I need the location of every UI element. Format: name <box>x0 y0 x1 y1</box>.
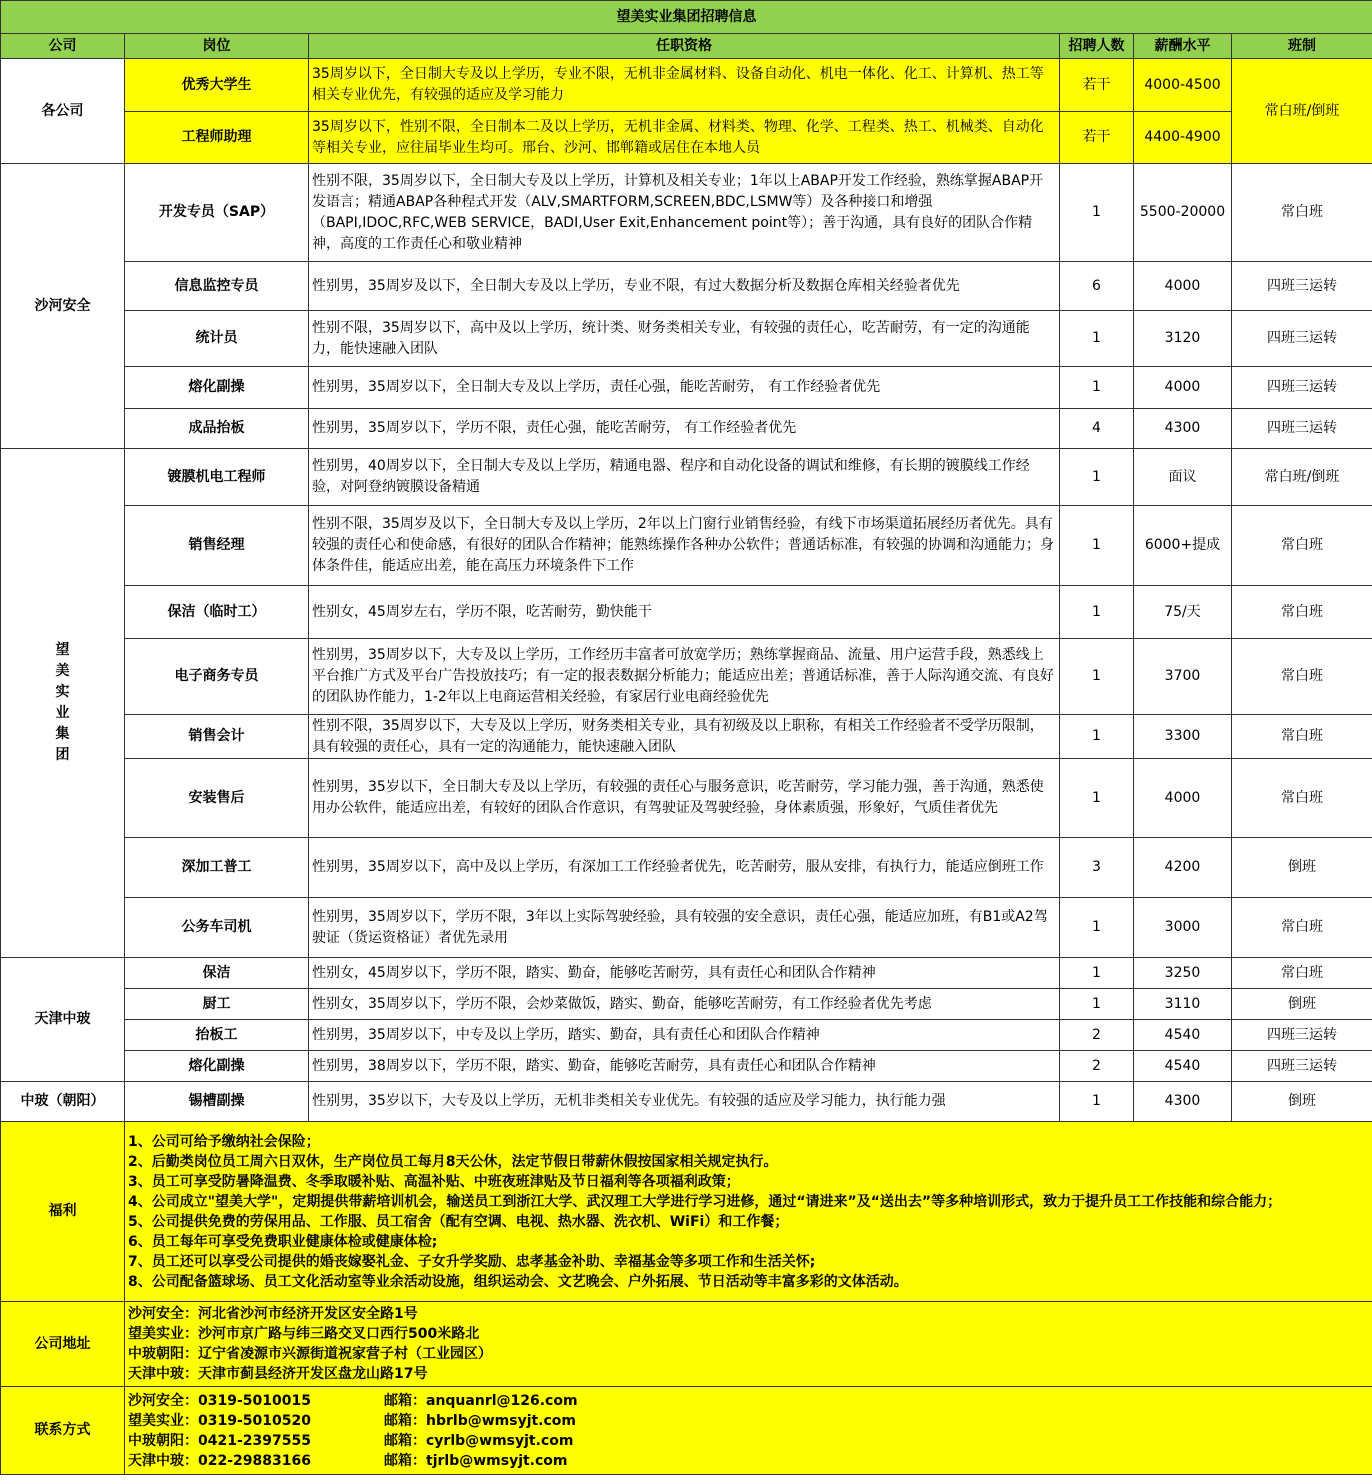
salary-cell: 4000-4500 <box>1134 59 1232 112</box>
benefit-item: 7、员工还可以享受公司提供的婚丧嫁娶礼金、子女升学奖励、忠孝基金补助、幸福基金等多项工作和生活关怀; <box>128 1253 816 1270</box>
contact-line <box>128 1451 1369 1471</box>
headcount-cell: 4 <box>1060 409 1134 449</box>
shift-cell: 四班三运转 <box>1232 409 1372 449</box>
address-item: 中玻朝阳：辽宁省凌源市兴源街道祝家营子村（工业园区） <box>128 1346 492 1362</box>
requirements-cell: 性别女，45周岁左右，学历不限，吃苦耐劳，勤快能干 <box>309 586 1060 639</box>
table-row <box>1 1051 1372 1082</box>
table-row <box>1 838 1372 898</box>
table-row <box>1 715 1372 759</box>
shift-cell: 倒班 <box>1232 838 1372 898</box>
salary-cell: 3700 <box>1134 639 1232 715</box>
salary-cell: 3300 <box>1134 715 1232 759</box>
requirements-cell: 性别女，45周岁以下，学历不限，踏实、勤奋，能够吃苦耐劳，具有责任心和团队合作精神 <box>309 958 1060 989</box>
table-row <box>1 506 1372 586</box>
salary-cell: 75/天 <box>1134 586 1232 639</box>
headcount-cell: 1 <box>1060 639 1134 715</box>
header-shift: 班制 <box>1232 34 1372 59</box>
position-cell: 成品抬板 <box>125 409 309 449</box>
shift-cell: 常白班 <box>1232 506 1372 586</box>
company-vertical-label: 望美实业集团 <box>55 642 70 763</box>
headcount-cell: 3 <box>1060 838 1134 898</box>
position-cell: 开发专员（SAP） <box>125 164 309 262</box>
address-item: 天津中玻：天津市蓟县经济开发区盘龙山路17号 <box>128 1366 428 1382</box>
company-cell: 各公司 <box>1 59 125 164</box>
address-item: 沙河安全：河北省沙河市经济开发区安全路1号 <box>128 1306 418 1322</box>
headcount-cell: 2 <box>1060 1051 1134 1082</box>
header-salary: 薪酬水平 <box>1134 34 1232 59</box>
requirements-cell: 性别男，38周岁以下，学历不限，踏实、勤奋，能够吃苦耐劳，具有责任心和团队合作精神 <box>309 1051 1060 1082</box>
table-row <box>1 449 1372 506</box>
address-label: 公司地址 <box>1 1302 125 1387</box>
contact-phone: 中玻朝阳：0421-2397555 <box>128 1432 311 1449</box>
salary-cell: 4000 <box>1134 759 1232 838</box>
requirements-cell: 性别男，35岁以下，全日制大专及以上学历，有较强的责任心与服务意识，吃苦耐劳，学习能力强，善于沟通，熟悉使用办公软件，能适应出差，有较好的团队合作意识，有驾驶证及驾驶经验，身体素质强，形象好，气质佳者优先 <box>309 759 1060 838</box>
requirements-cell: 性别男，35周岁以下，学历不限，3年以上实际驾驶经验，具有较强的安全意识，责任心强，能适应加班，有B1或A2驾驶证（货运资格证）者优先录用 <box>309 898 1060 958</box>
benefits-label: 福利 <box>1 1122 125 1302</box>
requirements-cell: 性别男，35周岁以下，大专及以上学历，工作经历丰富者可放宽学历；熟练掌握商品、流量、用户运营手段，熟悉线上平台推广方式及平台广告投放技巧；有一定的报表数据分析能力；能适应出差；普通话标准，善于人际沟通交流、有良好的团队协作能力，1-2年以上电商运营相关经验，有家居行业电商经验优先 <box>309 639 1060 715</box>
shift-cell: 四班三运转 <box>1232 262 1372 311</box>
requirements-cell: 性别不限，35周岁及以下，全日制大专及以上学历，2年以上门窗行业销售经验，有线下市场渠道拓展经历者优先。具有较强的责任心和使命感，有很好的团队合作精神；能熟练操作各种办公软件；普通话标准，有较强的协调和沟通能力；身体条件佳，能适应出差，能在高压力环境条件下工作 <box>309 506 1060 586</box>
position-cell: 厨工 <box>125 989 309 1020</box>
requirements-cell: 性别男，35周岁及以下，全日制大专及以上学历，专业不限，有过大数据分析及数据仓库相关经验者优先 <box>309 262 1060 311</box>
contact-label: 联系方式 <box>1 1387 125 1475</box>
company-cell: 沙河安全 <box>1 164 125 449</box>
shift-cell: 四班三运转 <box>1232 1020 1372 1051</box>
shift-cell: 常白班 <box>1232 759 1372 838</box>
shift-cell: 常白班 <box>1232 898 1372 958</box>
table-row <box>1 367 1372 409</box>
shift-cell: 四班三运转 <box>1232 367 1372 409</box>
salary-cell: 5500-20000 <box>1134 164 1232 262</box>
benefit-item: 8、公司配备篮球场、员工文化活动室等业余活动设施，组织运动会、文艺晚会、户外拓展、节日活动等丰富多彩的文体活动。 <box>128 1273 908 1290</box>
contact-row <box>1 1387 1372 1475</box>
table-row <box>1 1082 1372 1122</box>
requirements-cell: 性别男，35周岁以下，高中及以上学历，有深加工工作经验者优先，吃苦耐劳，服从安排，有执行力，能适应倒班工作 <box>309 838 1060 898</box>
requirements-cell: 性别不限，35周岁以下，大专及以上学历，财务类相关专业，具有初级及以上职称，有相关工作经验者不受学历限制，具有较强的责任心，具有一定的沟通能力，能快速融入团队 <box>309 715 1060 759</box>
requirements-cell: 性别男，35岁以下，大专及以上学历，无机非类相关专业优先。有较强的适应及学习能力，执行能力强 <box>309 1082 1060 1122</box>
requirements-cell: 性别男，35周岁以下，学历不限，责任心强，能吃苦耐劳， 有工作经验者优先 <box>309 409 1060 449</box>
position-cell: 锡槽副操 <box>125 1082 309 1122</box>
position-cell: 抬板工 <box>125 1020 309 1051</box>
benefits-content <box>125 1122 1372 1302</box>
table-row <box>1 311 1372 367</box>
headcount-cell: 1 <box>1060 367 1134 409</box>
header-company: 公司 <box>1 34 125 59</box>
headcount-cell: 1 <box>1060 898 1134 958</box>
salary-cell: 4540 <box>1134 1020 1232 1051</box>
position-cell: 熔化副操 <box>125 1051 309 1082</box>
address-row <box>1 1302 1372 1387</box>
headcount-cell: 6 <box>1060 262 1134 311</box>
table-row <box>1 989 1372 1020</box>
header-headcount: 招聘人数 <box>1060 34 1134 59</box>
salary-cell: 4540 <box>1134 1051 1232 1082</box>
table-row <box>1 639 1372 715</box>
position-cell: 保洁 <box>125 958 309 989</box>
shift-cell: 常白班/倒班 <box>1232 59 1372 164</box>
headcount-cell: 1 <box>1060 715 1134 759</box>
benefit-item: 4、公司成立"望美大学"，定期提供带薪培训机会，输送员工到浙江大学、武汉理工大学进行学习进修，通过“请进来”及“送出去”等多种培训形式，致力于提升员工工作技能和综合能力； <box>128 1193 1282 1210</box>
position-cell: 统计员 <box>125 311 309 367</box>
table-row <box>1 59 1372 112</box>
table-row <box>1 759 1372 838</box>
headcount-cell: 1 <box>1060 506 1134 586</box>
requirements-cell: 性别不限，35周岁以下，全日制大专及以上学历，计算机及相关专业；1年以上ABAP开发工作经验，熟练掌握ABAP开发语言；精通ABAP各种程式开发（ALV,SMARTFORM,SCREEN,BDC,LSMW等）及各种接口和增强（BAPI,IDOC,RFC,WEB SERVICE，BADI,User Exit,Enhancement point等）；善于沟通，具有良好的团队合作精神，高度的工作责任心和敬业精神 <box>309 164 1060 262</box>
table-row <box>1 262 1372 311</box>
headcount-cell: 1 <box>1060 989 1134 1020</box>
benefit-item: 3、员工可享受防暑降温费、冬季取暖补贴、高温补贴、中班夜班津贴及节日福利等各项福利政策； <box>128 1173 740 1190</box>
position-cell: 销售会计 <box>125 715 309 759</box>
benefit-item: 5、公司提供免费的劳保用品、工作服、员工宿舍（配有空调、电视、热水器、洗衣机、WiFi）和工作餐； <box>128 1213 789 1230</box>
salary-cell: 3120 <box>1134 311 1232 367</box>
shift-cell: 常白班 <box>1232 586 1372 639</box>
requirements-cell: 35周岁以下，性别不限，全日制本二及以上学历，无机非金属、材料类、物理、化学、工程类、热工、机械类、自动化等相关专业，应往届毕业生均可。邢台、沙河、邯郸籍或居住在本地人员 <box>309 112 1060 164</box>
address-item: 望美实业：沙河市京广路与纬三路交叉口西行500米路北 <box>128 1326 480 1342</box>
headcount-cell: 1 <box>1060 586 1134 639</box>
shift-cell: 倒班 <box>1232 1082 1372 1122</box>
salary-cell: 4400-4900 <box>1134 112 1232 164</box>
shift-cell: 常白班 <box>1232 715 1372 759</box>
requirements-cell: 性别男，35周岁以下，中专及以上学历，踏实、勤奋，具有责任心和团队合作精神 <box>309 1020 1060 1051</box>
address-content <box>125 1302 1372 1387</box>
headcount-cell: 1 <box>1060 164 1134 262</box>
salary-cell: 4300 <box>1134 409 1232 449</box>
contact-line <box>128 1391 1369 1411</box>
shift-cell: 常白班 <box>1232 958 1372 989</box>
benefit-item: 2、后勤类岗位员工周六日双休，生产岗位员工每月8天公休，法定节假日带薪休假按国家相关规定执行。 <box>128 1153 778 1170</box>
position-cell: 公务车司机 <box>125 898 309 958</box>
salary-cell: 面议 <box>1134 449 1232 506</box>
position-cell: 镀膜机电工程师 <box>125 449 309 506</box>
contact-line <box>128 1431 1369 1451</box>
salary-cell: 4200 <box>1134 838 1232 898</box>
salary-cell: 3250 <box>1134 958 1232 989</box>
headcount-cell: 1 <box>1060 1082 1134 1122</box>
shift-cell: 常白班/倒班 <box>1232 449 1372 506</box>
header-position: 岗位 <box>125 34 309 59</box>
table-row <box>1 164 1372 262</box>
contact-phone: 沙河安全：0319-5010015 <box>128 1392 311 1409</box>
salary-cell: 3110 <box>1134 989 1232 1020</box>
headcount-cell: 1 <box>1060 958 1134 989</box>
shift-cell: 常白班 <box>1232 639 1372 715</box>
company-cell <box>1 449 125 958</box>
shift-cell: 四班三运转 <box>1232 1051 1372 1082</box>
headcount-cell: 2 <box>1060 1020 1134 1051</box>
position-cell: 优秀大学生 <box>125 59 309 112</box>
salary-cell: 4300 <box>1134 1082 1232 1122</box>
requirements-cell: 性别男，35周岁以下，全日制大专及以上学历，责任心强，能吃苦耐劳， 有工作经验者优先 <box>309 367 1060 409</box>
shift-cell: 倒班 <box>1232 989 1372 1020</box>
position-cell: 保洁（临时工） <box>125 586 309 639</box>
salary-cell: 3000 <box>1134 898 1232 958</box>
headcount-cell: 若干 <box>1060 112 1134 164</box>
headcount-cell: 1 <box>1060 449 1134 506</box>
position-cell: 电子商务专员 <box>125 639 309 715</box>
contact-email[interactable]: 邮箱：anquanrl@126.com <box>384 1392 578 1409</box>
position-cell: 深加工普工 <box>125 838 309 898</box>
salary-cell: 4000 <box>1134 367 1232 409</box>
benefits-row <box>1 1122 1372 1302</box>
position-cell: 销售经理 <box>125 506 309 586</box>
contact-phone: 望美实业：0319-5010520 <box>128 1412 311 1429</box>
headcount-cell: 1 <box>1060 311 1134 367</box>
requirements-cell: 性别不限，35周岁以下，高中及以上学历，统计类、财务类相关专业，有较强的责任心，吃苦耐劳，有一定的沟通能力，能快速融入团队 <box>309 311 1060 367</box>
contact-phone: 天津中玻：022-29883166 <box>128 1452 311 1469</box>
shift-cell: 四班三运转 <box>1232 311 1372 367</box>
contact-email[interactable]: 邮箱：cyrlb@wmsyjt.com <box>384 1432 574 1449</box>
shift-cell: 常白班 <box>1232 164 1372 262</box>
header-row <box>1 34 1372 59</box>
header-requirements: 任职资格 <box>309 34 1060 59</box>
table-row <box>1 958 1372 989</box>
table-row <box>1 898 1372 958</box>
company-cell: 天津中玻 <box>1 958 125 1082</box>
headcount-cell: 1 <box>1060 759 1134 838</box>
table-row <box>1 112 1372 164</box>
benefit-item: 1、公司可给予缴纳社会保险； <box>128 1133 320 1150</box>
position-cell: 安装售后 <box>125 759 309 838</box>
page-title: 望美实业集团招聘信息 <box>1 1 1372 34</box>
company-cell: 中玻（朝阳） <box>1 1082 125 1122</box>
salary-cell: 4000 <box>1134 262 1232 311</box>
requirements-cell: 性别男，40周岁以下，全日制大专及以上学历，精通电器、程序和自动化设备的调试和维修，有长期的镀膜线工作经验，对阿登纳镀膜设备精通 <box>309 449 1060 506</box>
table-row <box>1 409 1372 449</box>
position-cell: 熔化副操 <box>125 367 309 409</box>
position-cell: 信息监控专员 <box>125 262 309 311</box>
contact-line <box>128 1411 1369 1431</box>
table-row <box>1 586 1372 639</box>
salary-cell: 6000+提成 <box>1134 506 1232 586</box>
table-row <box>1 1020 1372 1051</box>
position-cell: 工程师助理 <box>125 112 309 164</box>
requirements-cell: 35周岁以下，全日制大专及以上学历，专业不限，无机非金属材料、设备自动化、机电一体化、化工、计算机、热工等相关专业优先，有较强的适应及学习能力 <box>309 59 1060 112</box>
requirements-cell: 性别女，35周岁以下，学历不限，会炒菜做饭，踏实、勤奋，能够吃苦耐劳，有工作经验者优先考虑 <box>309 989 1060 1020</box>
contact-email[interactable]: 邮箱：hbrlb@wmsyjt.com <box>384 1412 577 1429</box>
contact-content <box>125 1387 1372 1475</box>
benefit-item: 6、员工每年可享受免费职业健康体检或健康体检; <box>128 1233 438 1250</box>
headcount-cell: 若干 <box>1060 59 1134 112</box>
contact-email[interactable]: 邮箱：tjrlb@wmsyjt.com <box>384 1452 568 1469</box>
